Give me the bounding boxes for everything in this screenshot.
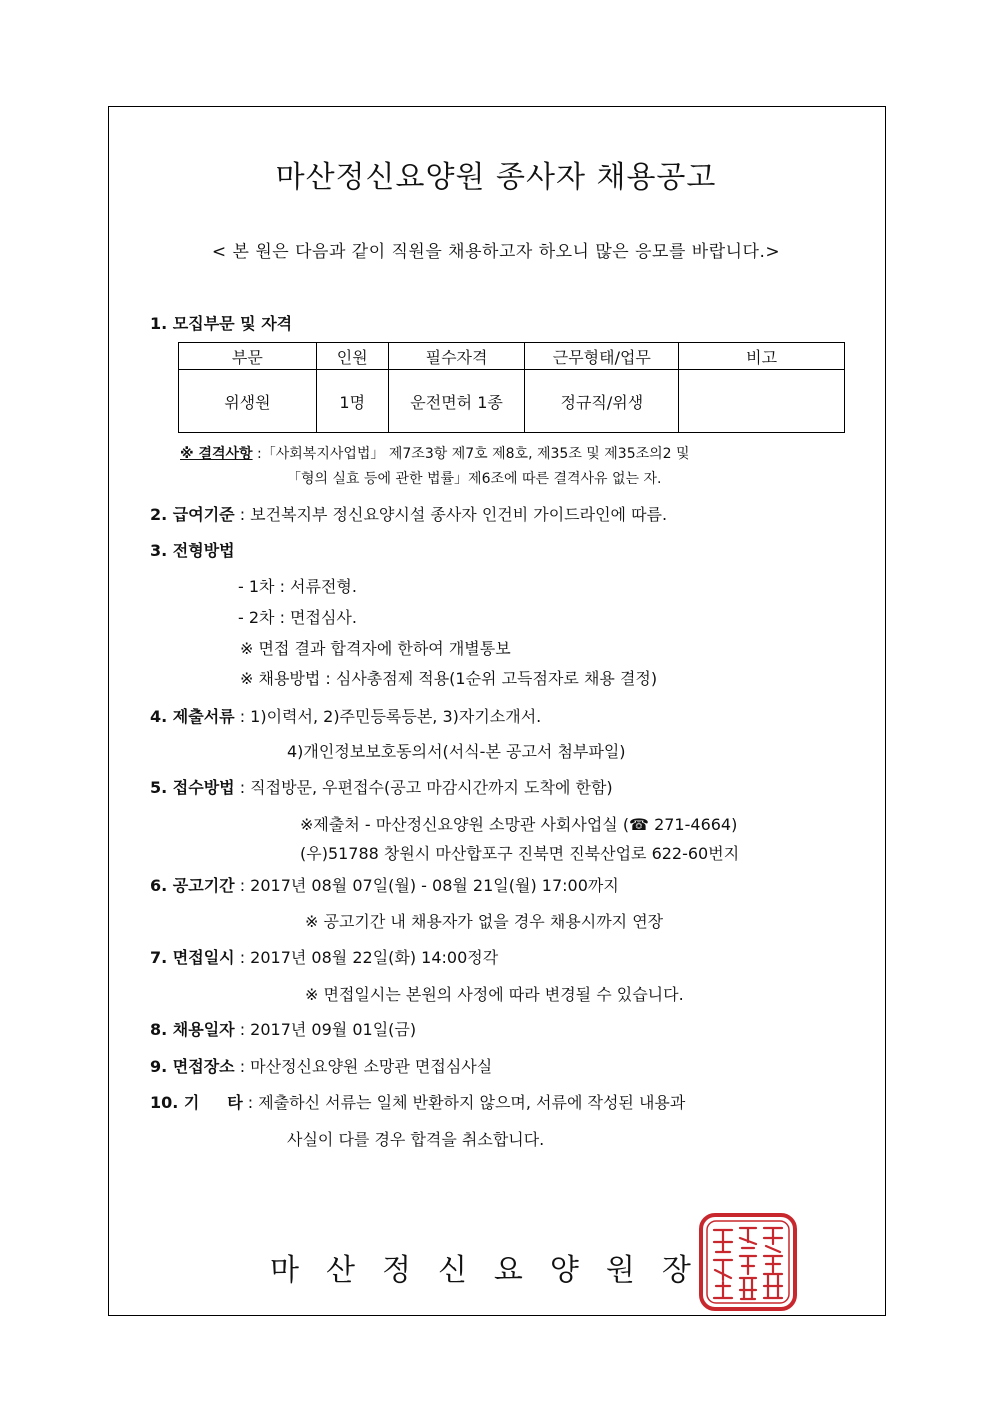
- section6-line: [150, 873, 619, 896]
- table-cell: 정규직/위생: [525, 370, 679, 433]
- section7-heading: 7. 면접일시: [150, 948, 235, 967]
- section4-line-2: 4)개인정보보호동의서(서식-본 공고서 첨부파일): [287, 742, 626, 761]
- section4-text: : 1)이력서, 2)주민등록등본, 3)자기소개서.: [234, 707, 542, 726]
- section3-item: - 1차 : 서류전형.: [238, 577, 357, 596]
- section6-heading: 6. 공고기간: [150, 876, 235, 895]
- section5-text: : 직접방문, 우편접수(공고 마감시간까지 도착에 한함): [234, 778, 613, 797]
- section7-line: [150, 945, 498, 968]
- table-cell: 위생원: [179, 370, 317, 433]
- disqualification-line-2: 「형의 실효 등에 관한 법률」제6조에 따른 결격사유 없는 자.: [287, 471, 662, 487]
- disqualification-label: ※ 결격사항: [180, 446, 253, 462]
- disqualification-text: :「사회복지사업법」 제7조3항 제7호 제8호, 제35조 및 제35조의2 및: [252, 446, 690, 462]
- disqualification-line-1: [180, 443, 690, 463]
- section9-heading: 9. 면접장소: [150, 1057, 235, 1076]
- section6-note: ※ 공고기간 내 채용자가 없을 경우 채용시까지 연장: [305, 912, 664, 931]
- section9-text: : 마산정신요양원 소망관 면접심사실: [234, 1057, 493, 1076]
- table-cell: 1명: [316, 370, 388, 433]
- section9-line: [150, 1054, 492, 1077]
- section1-heading: 1. 모집부문 및 자격: [150, 314, 293, 333]
- section8-heading: 8. 채용일자: [150, 1020, 235, 1039]
- section5-note-1: ※제출처 - 마산정신요양원 소망관 사회사업실 (☎ 271-4664): [300, 815, 738, 834]
- page-title: 마산정신요양원 종사자 채용공고: [275, 160, 717, 195]
- table-header-cell: 근무형태/업무: [525, 343, 679, 370]
- section10-text: : 제출하신 서류는 일체 반환하지 않으며, 서류에 작성된 내용과: [242, 1093, 686, 1112]
- section6-text: : 2017년 08월 07일(월) - 08월 21일(월) 17:00까지: [234, 876, 619, 895]
- section3-item: ※ 면접 결과 합격자에 한하여 개별통보: [240, 639, 511, 658]
- section2-heading: 2. 급여기준: [150, 505, 235, 524]
- section10-line-2: 사실이 다를 경우 합격을 취소합니다.: [287, 1130, 545, 1149]
- recruit-table: [178, 342, 845, 433]
- table-cell: 운전면허 1종: [388, 370, 525, 433]
- table-header-cell: 필수자격: [388, 343, 525, 370]
- section4-line-1: [150, 704, 541, 727]
- section3-heading: 3. 전형방법: [150, 541, 235, 560]
- section10-heading: 10. 기 타: [150, 1093, 243, 1112]
- page-subtitle: < 본 원은 다음과 같이 직원을 채용하고자 하오니 많은 응모를 바랍니다.>: [211, 242, 781, 262]
- table-header-cell: 부문: [179, 343, 317, 370]
- table-header-row: [179, 343, 845, 370]
- section5-note-2: (우)51788 창원시 마산합포구 진북면 진북산업로 622-60번지: [300, 844, 740, 863]
- table-row: [179, 370, 845, 433]
- section3-item: - 2차 : 면접심사.: [238, 608, 357, 627]
- section5-heading: 5. 접수방법: [150, 778, 235, 797]
- section8-text: : 2017년 09월 01일(금): [234, 1020, 417, 1039]
- section10-line-1: [150, 1090, 685, 1113]
- table-cell: [679, 370, 845, 433]
- section7-text: : 2017년 08월 22일(화) 14:00정각: [234, 948, 499, 967]
- section8-line: [150, 1017, 416, 1040]
- section3-item: ※ 채용방법 : 심사총점제 적용(1순위 고득점자로 채용 결정): [240, 669, 658, 688]
- section7-note: ※ 면접일시는 본원의 사정에 따라 변경될 수 있습니다.: [305, 985, 684, 1004]
- signature: 마산정신요양원장: [270, 1253, 718, 1288]
- official-seal-icon: [698, 1212, 798, 1312]
- section2-text: : 보건복지부 정신요양시설 종사자 인건비 가이드라인에 따름.: [234, 505, 668, 524]
- section4-heading: 4. 제출서류: [150, 707, 235, 726]
- section2-line: [150, 502, 667, 525]
- table-header-cell: 인원: [316, 343, 388, 370]
- table-header-cell: 비고: [679, 343, 845, 370]
- section5-line: [150, 775, 613, 798]
